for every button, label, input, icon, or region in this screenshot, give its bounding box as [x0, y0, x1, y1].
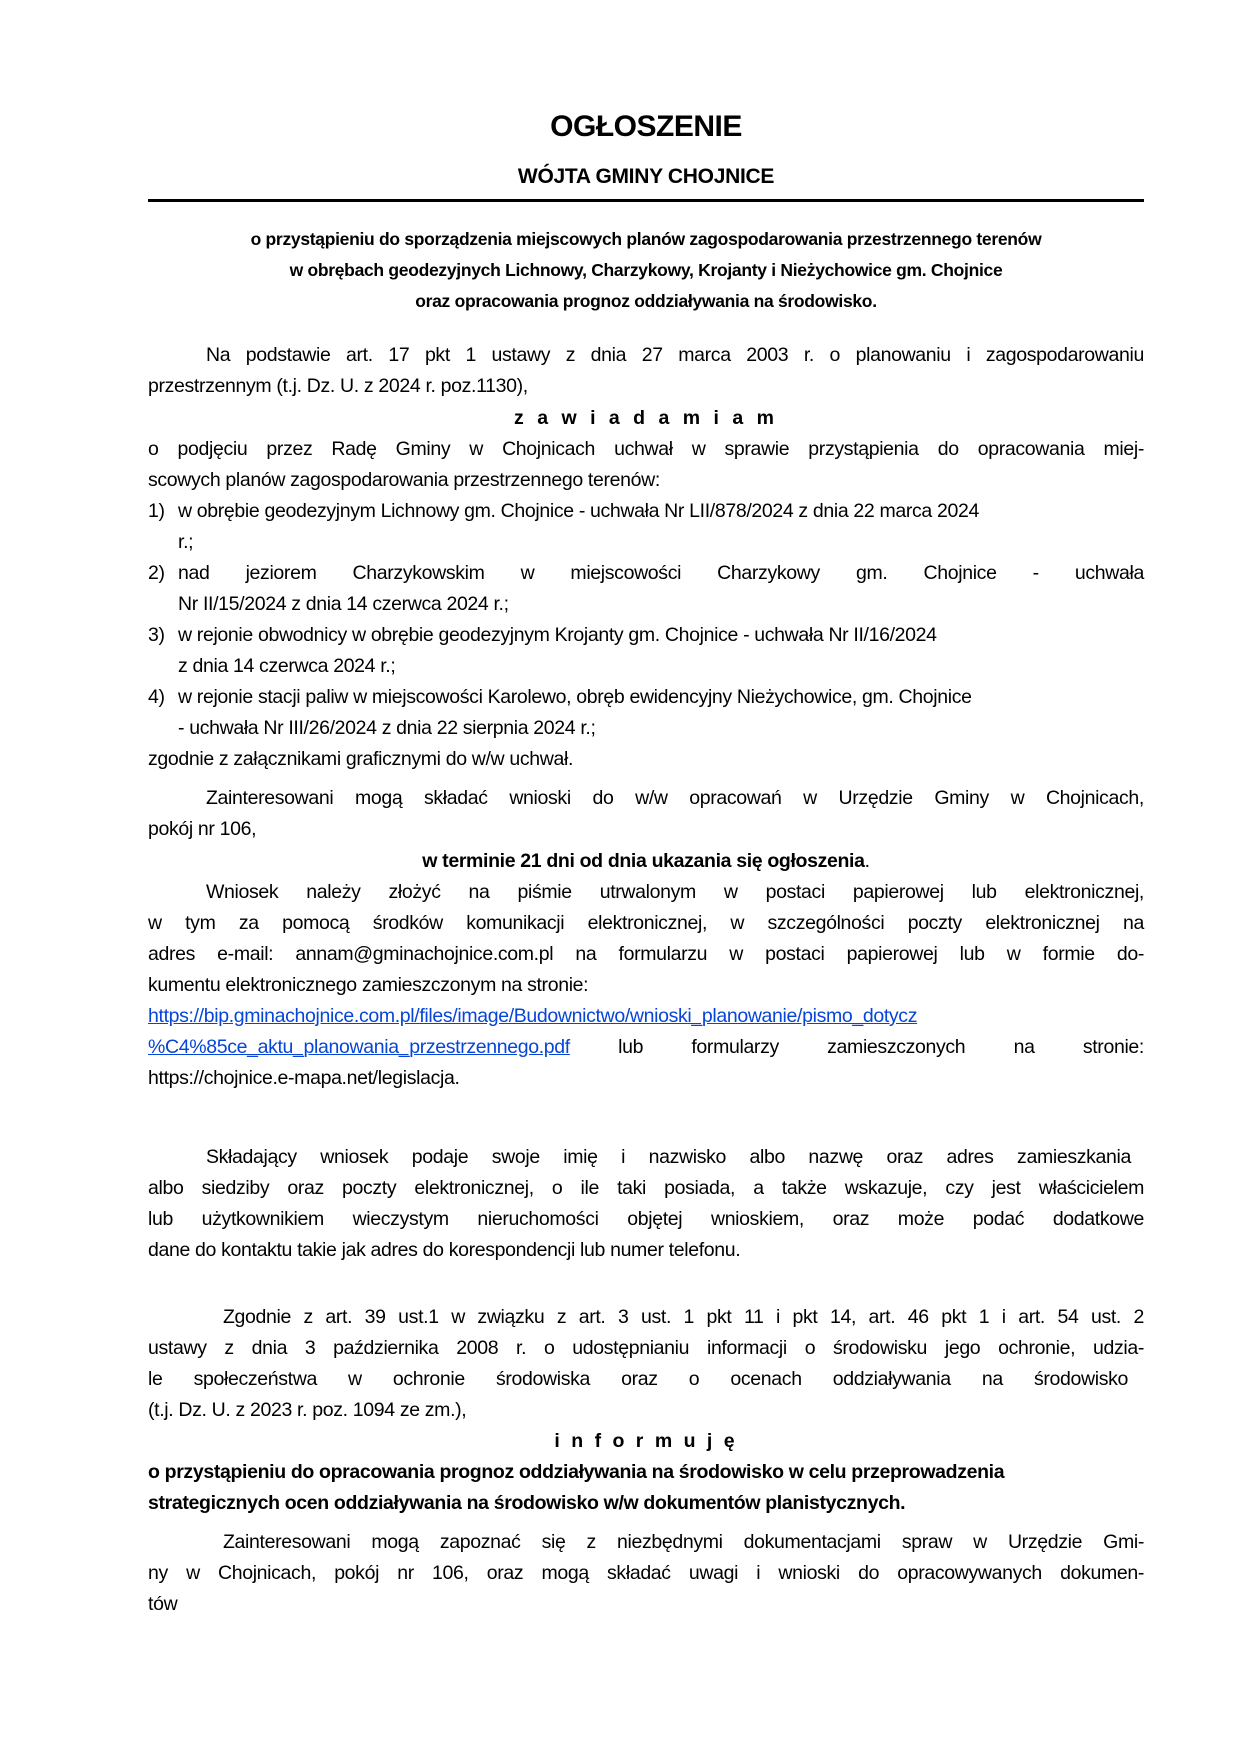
list-item-1-cont: r.;: [178, 531, 194, 553]
intro-line: przestrzennym (t.j. Dz. U. z 2024 r. poz.1130),: [148, 375, 528, 397]
application-line: Wniosek należy złożyć na piśmie utrwalonym w postaci papierowej lub elektronicznej,: [206, 881, 1144, 903]
list-text: w rejonie stacji paliw w miejscowości Karolewo, obręb ewidencyjny Nieżychowice, gm. Chojnice: [178, 686, 972, 708]
list-number: 4): [148, 686, 165, 708]
legal-line: Zgodnie z art. 39 ust.1 w związku z art. 3 ust. 1 pkt 11 i pkt 14, art. 46 pkt 1 i art. 54 ust. 2: [223, 1306, 1144, 1328]
legal-line: ustawy z dnia 3 października 2008 r. o udostępnianiu informacji o środowisku jego ochronie, udzia-: [148, 1337, 1144, 1359]
list-text: w obrębie geodezyjnym Lichnowy gm. Chojnice - uchwała Nr LII/878/2024 z dnia 22 marca 2024: [178, 500, 979, 522]
announcement-subject: [148, 224, 1144, 317]
subject-line: oraz opracowania prognoz oddziaływania na środowisko.: [415, 291, 877, 311]
application-line: adres e-mail: annam@gminachojnice.com.pl na formularzu w postaci papierowej lub w formie do-: [148, 943, 1144, 965]
deadline-text: w terminie 21 dni od dnia ukazania się ogłoszenia: [422, 850, 865, 872]
document-subtitle: WÓJTA GMINY CHOJNICE: [517, 165, 775, 188]
form-link-line: [148, 1001, 1144, 1032]
list-item-3: [148, 620, 1144, 651]
subject-line: o przystąpieniu do sporządzenia miejscowych planów zagospodarowania przestrzennego terenów: [250, 229, 1042, 249]
inform-line: o przystąpieniu do opracowania prognoz oddziaływania na środowisko w celu przeprowadzenia: [148, 1461, 1005, 1483]
interested-line: Zainteresowani mogą składać wnioski do w/w opracowań w Urzędzie Gminy w Chojnicach,: [206, 787, 1144, 809]
legal-line: le społeczeństwa w ochronie środowiska oraz o ocenach oddziaływania na środowisko: [148, 1368, 1128, 1390]
deadline-dot: .: [864, 850, 870, 872]
list-item-2-cont: Nr II/15/2024 z dnia 14 czerwca 2024 r.;: [178, 593, 509, 615]
list-number: 1): [148, 500, 165, 522]
list-number: 2): [148, 562, 165, 584]
closing-line: ny w Chojnicach, pokój nr 106, oraz mogą składać uwagi i wnioski do opracowywanych dokumen-: [148, 1562, 1144, 1584]
closing-line: Zainteresowani mogą zapoznać się z niezbędnymi dokumentacjami spraw w Urzędzie Gmi-: [223, 1531, 1144, 1553]
inform-line: strategicznych ocen oddziaływania na środowisko w/w dokumentów planistycznych.: [148, 1492, 906, 1514]
list-item-3-cont: z dnia 14 czerwca 2024 r.;: [178, 655, 396, 677]
applicant-line: Składający wniosek podaje swoje imię i nazwisko albo nazwę oraz adres zamieszkania: [206, 1146, 1131, 1168]
document-title: OGŁOSZENIE: [550, 110, 742, 143]
closing-line: tów: [148, 1593, 178, 1615]
intro-line: Na podstawie art. 17 pkt 1 ustawy z dnia 27 marca 2003 r. o planowaniu i zagospodarowaniu: [206, 344, 1144, 366]
applicant-line: lub użytkownikiem wieczystym nieruchomości objętej wnioskiem, oraz może podać dodatkowe: [148, 1208, 1144, 1230]
title-divider: [148, 199, 1144, 202]
form-link[interactable]: https://bip.gminachojnice.com.pl/files/image/Budownictwo/wnioski_planowanie/pismo_dotycz: [148, 1005, 918, 1027]
deadline: [148, 846, 1144, 877]
applicant-line: albo siedziby oraz poczty elektronicznej, o ile taki posiada, a także wskazuje, czy jest właścicielem: [148, 1177, 1144, 1199]
list-item-2: [148, 558, 1144, 589]
form-link-cont[interactable]: %C4%85ce_aktu_planowania_przestrzennego.pdf: [148, 1036, 570, 1058]
list-item-4: [148, 682, 1144, 713]
subject-line: w obrębach geodezyjnych Lichnowy, Charzykowy, Krojanty i Nieżychowice gm. Chojnice: [289, 260, 1003, 280]
list-text: nad jeziorem Charzykowskim w miejscowości Charzykowy gm. Chojnice - uchwała: [178, 562, 1144, 584]
emapa-url: https://chojnice.e-mapa.net/legislacja.: [148, 1067, 460, 1089]
decision-line: scowych planów zagospodarowania przestrzennego terenów:: [148, 469, 660, 491]
list-item-4-cont: - uchwała Nr III/26/2024 z dnia 22 sierpnia 2024 r.;: [178, 717, 596, 739]
decision-line: o podjęciu przez Radę Gminy w Chojnicach uchwał w sprawie przystąpienia do opracowania miej-: [148, 438, 1144, 460]
inform-word: i n f o r m u j ę: [554, 1430, 738, 1452]
application-line: w tym za pomocą środków komunikacji elektronicznej, w szczególności poczty elektronicznej na: [148, 912, 1144, 934]
interested-line: pokój nr 106,: [148, 818, 257, 840]
form-link-line-2: [148, 1032, 1144, 1063]
list-text: w rejonie obwodnicy w obrębie geodezyjnym Krojanty gm. Chojnice - uchwała Nr II/16/2024: [178, 624, 937, 646]
after-link-text: lub formularzy zamieszczonych na stronie:: [569, 1036, 1144, 1058]
applicant-line: dane do kontaktu takie jak adres do korespondencji lub numer telefonu.: [148, 1239, 741, 1261]
list-item-1: [148, 496, 1144, 527]
list-number: 3): [148, 624, 165, 646]
legal-line: (t.j. Dz. U. z 2023 r. poz. 1094 ze zm.),: [148, 1399, 467, 1421]
announce-word: z a w i a d a m i a m: [514, 407, 778, 429]
list-footer: zgodnie z załącznikami graficznymi do w/w uchwał.: [148, 748, 574, 770]
application-line: kumentu elektronicznego zamieszczonym na stronie:: [148, 974, 589, 996]
